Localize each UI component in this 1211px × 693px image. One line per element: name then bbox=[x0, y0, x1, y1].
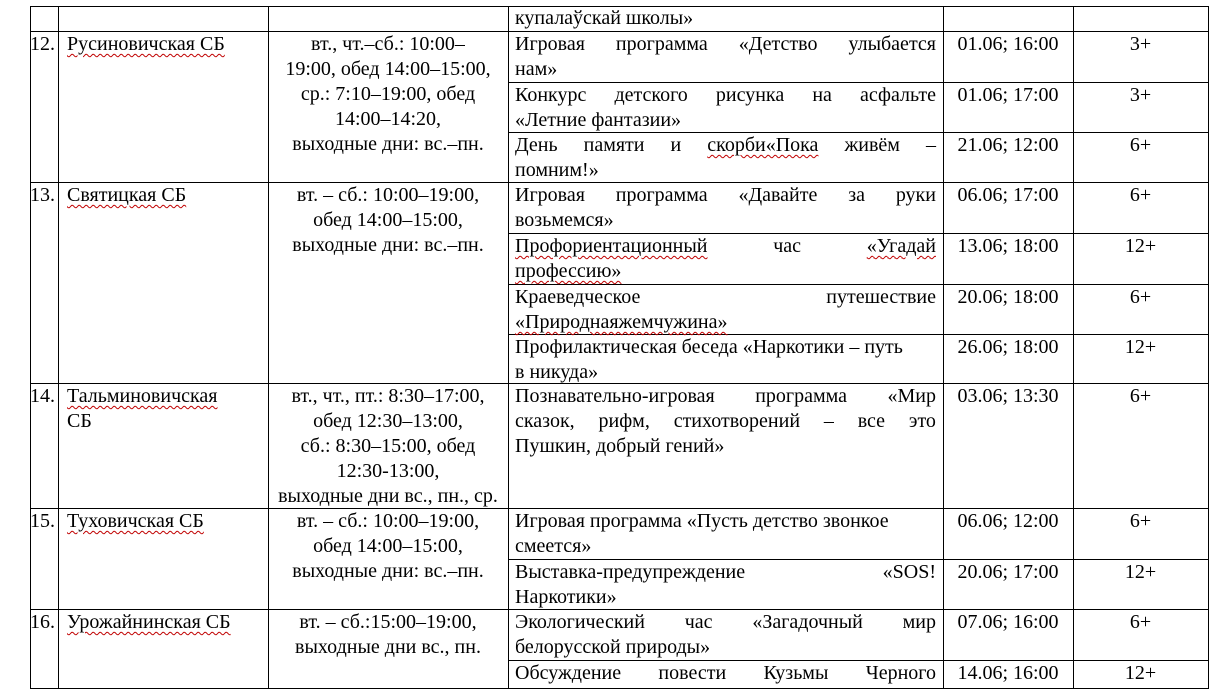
age-rating: 6+ bbox=[1129, 286, 1152, 308]
opening-hours: вт., чт.–сб.: 10:00– 19:00, обед 14:00–15:00, ср.: 7:10–19:00, обед 14:00–14:20, выходные дни: вс.–пн. bbox=[285, 33, 491, 155]
event-description: Познавательно-игровая программа «Мир сказок, рифм, стихотворений – все это Пушкин, добрый гений» bbox=[515, 385, 936, 457]
event-description: Краеведческое путешествие «Природнаяжемчужина» bbox=[515, 286, 936, 333]
event-description: Игровая программа «Давайте за руки возьмемся» bbox=[515, 184, 936, 231]
age-rating: 12+ bbox=[1124, 561, 1157, 583]
library-name: Святицкая СБ bbox=[67, 184, 187, 206]
age-rating: 12+ bbox=[1124, 336, 1157, 358]
event-date-time: 03.06; 13:30 bbox=[957, 385, 1059, 407]
age-rating: 12+ bbox=[1124, 662, 1157, 684]
event-text-continued: купалаўскай школы» bbox=[515, 7, 694, 29]
event-date-time: 20.06; 17:00 bbox=[957, 561, 1059, 583]
event-description: Выставка-предупреждение «SOS! Наркотики» bbox=[515, 561, 936, 608]
event-date-time: 06.06; 17:00 bbox=[957, 184, 1059, 206]
opening-hours: вт. – сб.: 10:00–19:00, обед 14:00–15:00, выходные дни: вс.–пн. bbox=[292, 510, 484, 582]
age-rating: 6+ bbox=[1129, 510, 1152, 532]
age-rating: 12+ bbox=[1124, 235, 1157, 257]
event-description: Профориентационный час «Угадай профессию» bbox=[515, 235, 936, 282]
event-description: Игровая программа «Пусть детство звонкое смеется» bbox=[515, 510, 889, 557]
age-rating: 3+ bbox=[1129, 33, 1152, 55]
library-name: Тальминовичская СБ bbox=[67, 385, 218, 432]
event-date-time: 07.06; 16:00 bbox=[957, 611, 1059, 633]
event-description: День памяти и скорби«Пока живём – помним!» bbox=[515, 134, 936, 181]
event-date-time: 26.06; 18:00 bbox=[957, 336, 1059, 358]
event-description: Обсуждение повести Кузьмы Черного bbox=[515, 662, 936, 684]
age-rating: 6+ bbox=[1129, 611, 1152, 633]
event-description: Экологический час «Загадочный мир белорусской природы» bbox=[515, 611, 936, 658]
age-rating: 3+ bbox=[1129, 84, 1152, 106]
column-border bbox=[1208, 6, 1209, 689]
event-description: Игровая программа «Детство улыбается нам» bbox=[515, 33, 936, 80]
event-description: Профилактическая беседа «Наркотики – путь в никуда» bbox=[515, 336, 903, 383]
event-description: Конкурс детского рисунка на асфальте «Летние фантазии» bbox=[515, 84, 936, 131]
age-rating: 6+ bbox=[1129, 134, 1152, 156]
age-rating: 6+ bbox=[1129, 184, 1152, 206]
event-date-time: 21.06; 12:00 bbox=[957, 134, 1059, 156]
event-date-time: 20.06; 18:00 bbox=[957, 286, 1059, 308]
column-border bbox=[508, 6, 509, 689]
event-date-time: 13.06; 18:00 bbox=[957, 235, 1059, 257]
event-date-time: 01.06; 16:00 bbox=[957, 33, 1059, 55]
library-name: Русиновичская СБ bbox=[67, 33, 225, 55]
library-name: Урожайнинская СБ bbox=[67, 611, 231, 633]
opening-hours: вт. – сб.: 10:00–19:00, обед 14:00–15:00, выходные дни: вс.–пн. bbox=[292, 184, 484, 256]
row-border bbox=[30, 688, 1208, 689]
event-date-time: 06.06; 12:00 bbox=[957, 510, 1059, 532]
opening-hours: вт. – сб.:15:00–19:00, выходные дни вс., пн. bbox=[295, 611, 481, 658]
row-number: 13. bbox=[30, 184, 55, 206]
row-number: 14. bbox=[30, 385, 55, 407]
row-number: 15. bbox=[30, 510, 55, 532]
column-border bbox=[30, 6, 31, 689]
event-date-time: 14.06; 16:00 bbox=[957, 662, 1059, 684]
age-rating: 6+ bbox=[1129, 385, 1152, 407]
row-number: 12. bbox=[30, 33, 55, 55]
opening-hours: вт., чт., пт.: 8:30–17:00, обед 12:30–13:00, сб.: 8:30–15:00, обед 12:30-13:00, выходные дни вс., пн., ср. bbox=[278, 385, 498, 507]
library-name: Туховичская СБ bbox=[67, 510, 204, 532]
column-border bbox=[58, 6, 59, 689]
row-number: 16. bbox=[30, 611, 55, 633]
event-date-time: 01.06; 17:00 bbox=[957, 84, 1059, 106]
